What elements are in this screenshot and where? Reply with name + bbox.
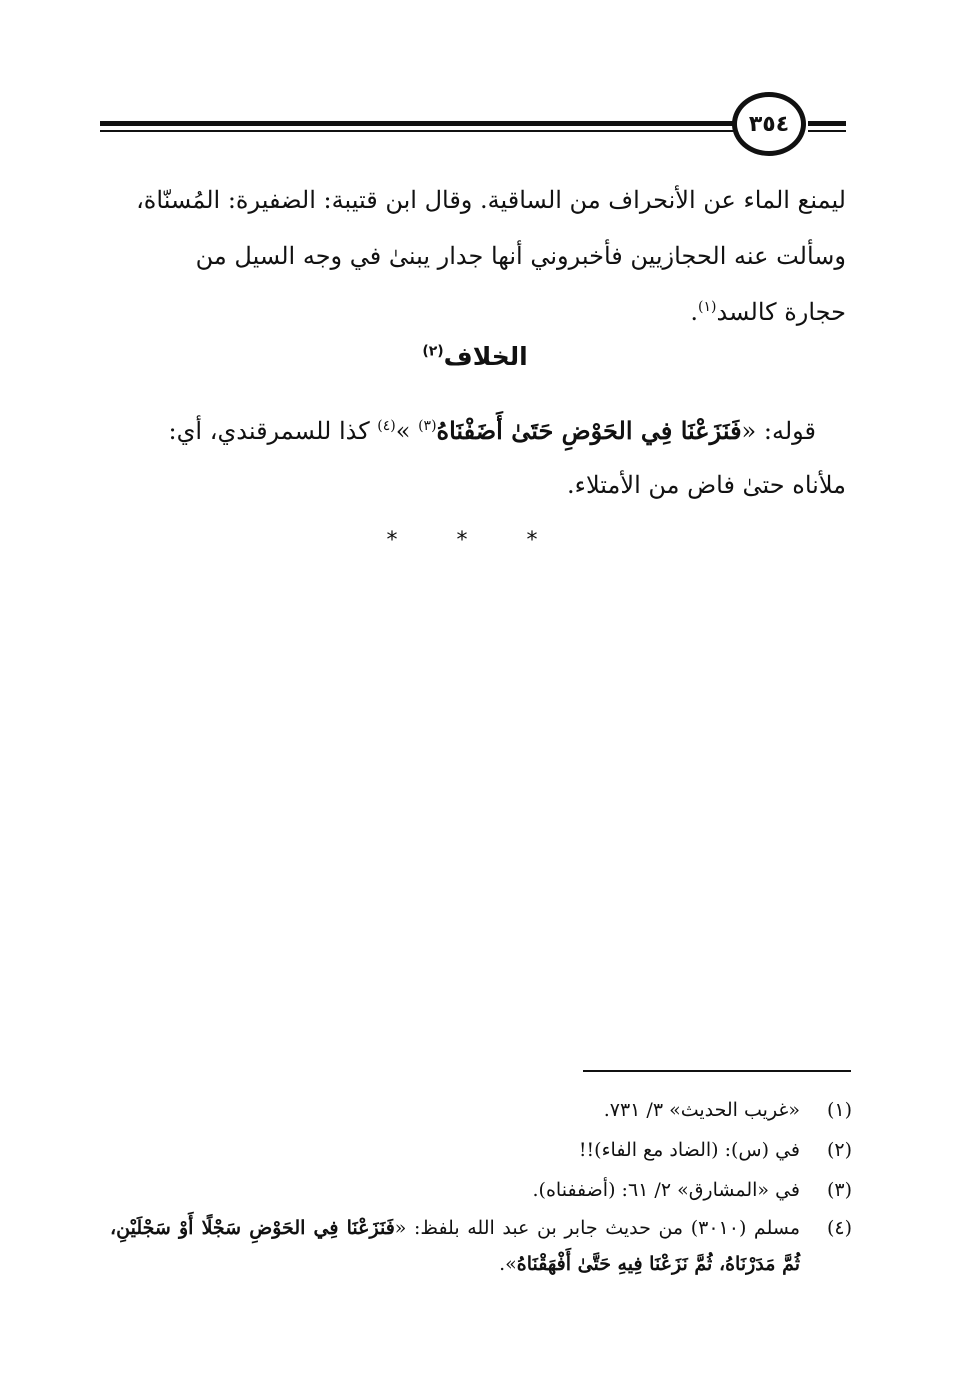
header-rule-thin	[100, 130, 740, 132]
footnote-number: (٤)	[826, 1217, 852, 1239]
quote-close: »	[395, 417, 419, 445]
footnote-4	[110, 1210, 852, 1282]
page-number: ٣٥٤	[732, 92, 806, 156]
body-line-3-end: .	[690, 298, 699, 326]
section-heading	[104, 342, 846, 371]
footnote-text-a: مسلم (٣٠١٠) من حديث جابر بن عبد الله بلفظ: «	[394, 1217, 800, 1239]
definition-paragraph	[104, 404, 846, 512]
footnote-text: في (س): (الضاد مع الفاء)!!	[578, 1139, 800, 1161]
quoted-phrase: فَنَزَعْنَا فِي الحَوْضِ حَتَىٰ أَضَفْنَاهُ	[436, 416, 742, 445]
definition-line-1	[104, 404, 846, 458]
footnote-2	[110, 1130, 852, 1170]
body-line-3	[104, 284, 846, 340]
definition-lead: قوله: «	[741, 417, 816, 445]
definition-line-2: ملأناه حتىٰ فاض من الأمتلاء.	[567, 471, 846, 499]
body-line-1: ليمنع الماء عن الأنحراف من الساقية. وقال ابن قتيبة: الضفيرة: المُسنّاة،	[136, 186, 846, 214]
section-separator: * * *	[386, 528, 564, 553]
footnote-text: «غريب الحديث» ٣/ ٧٣١.	[603, 1099, 800, 1121]
page-header	[100, 92, 850, 162]
footnote-number: (٣)	[826, 1179, 852, 1201]
body-line-3-text: حجارة كالسد	[716, 298, 846, 326]
footnote-number: (١)	[826, 1099, 852, 1121]
header-rule-right	[808, 121, 846, 126]
footnote-ref-3: (٣)	[418, 418, 437, 434]
footnote-ref-1: (١)	[698, 299, 717, 315]
footnote-rule	[583, 1070, 851, 1072]
footnote-number: (٢)	[826, 1139, 852, 1161]
footnote-ref-4: (٤)	[377, 418, 396, 434]
body-line-2: وسألت عنه الحجازيين فأخبروني أنها جدار يبنىٰ في وجه السيل من	[195, 242, 846, 270]
footnote-3	[110, 1170, 852, 1210]
definition-rest: كذا للسمرقندي، أي:	[168, 417, 378, 445]
footnote-text: في «المشارق» ٢/ ٦١: (أضففناه).	[532, 1179, 800, 1201]
body-paragraph	[104, 172, 846, 340]
header-rule-right-thin	[808, 130, 846, 132]
footnote-text-c: ».	[499, 1253, 517, 1275]
footnote-1	[110, 1090, 852, 1130]
header-rule	[100, 121, 740, 126]
footnote-ref-2: (٢)	[422, 343, 444, 360]
section-heading-text: الخلاف	[443, 342, 528, 371]
footnote-quote: فَنَزَعْنَا فِي الحَوْضِ سَجْلًا أَوْ سَجْلَيْنِ، ثُمَّ مَدَرْنَاهُ، ثُمَّ نَزَعْنَا فِيهِ حَتَّىٰ أَفْهَقْنَاهُ	[110, 1217, 800, 1275]
footnotes	[110, 1090, 852, 1282]
